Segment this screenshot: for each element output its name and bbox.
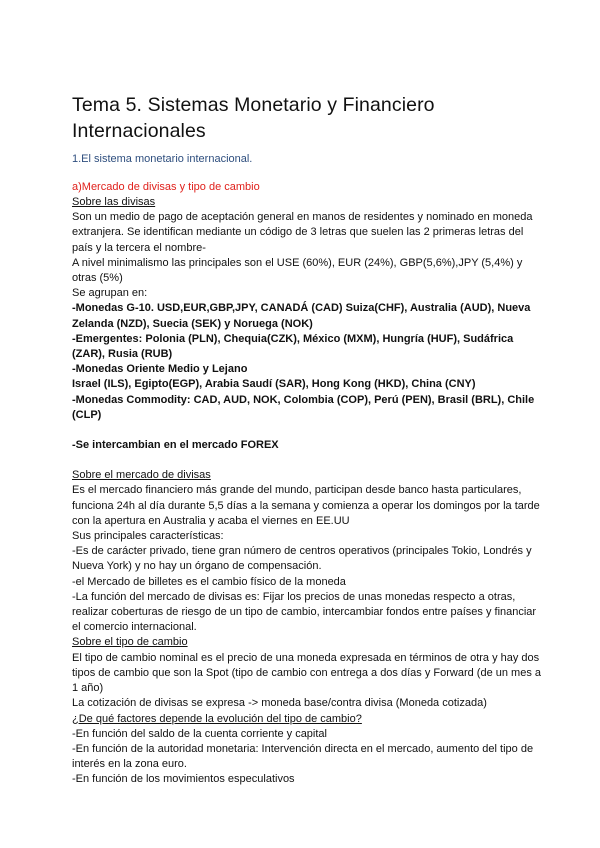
currency-group-emergentes: -Emergentes: Polonia (PLN), Chequia(CZK), México (MXM), Hungría (HUF), Sudáfrica (ZAR), Rusia (RUB) bbox=[72, 332, 514, 361]
mercado-paragraph-2: Sus principales características: bbox=[72, 530, 224, 543]
currency-group-g10: -Monedas G-10. USD,EUR,GBP,JPY, CANADÁ (CAD) Suiza(CHF), Australia (AUD), Nueva Zelanda (NZD), Suecia (SEK) y Noruega (NOK) bbox=[72, 302, 531, 330]
tipo-paragraph-1: El tipo de cambio nominal es el precio de una moneda expresada en términos de otra y hay dos tipos de cambio que son la Spot (tipo de cambio con entrega a dos días y Forward (de un mes a 1 año) bbox=[72, 651, 541, 695]
tipo-paragraph-2: La cotización de divisas se expresa -> moneda base/contra divisa (Moneda cotizada) bbox=[72, 697, 487, 710]
forex-note: -Se intercambian en el mercado FOREX bbox=[72, 439, 279, 452]
divisas-paragraph-3: Se agrupan en: bbox=[72, 287, 148, 300]
tipo-item: -En función del saldo de la cuenta corriente y capital bbox=[72, 727, 327, 740]
page-title: Tema 5. Sistemas Monetario y Financiero Internacionales bbox=[72, 94, 435, 142]
tipo-item: -En función de los movimientos especulativos bbox=[72, 773, 295, 786]
divisas-paragraph-2: A nivel minimalismo las principales son el USE (60%), EUR (24%), GBP(5,6%),JPY (5,4%) y otras (5%) bbox=[72, 256, 523, 285]
document-page bbox=[72, 92, 542, 788]
section-heading-a: a)Mercado de divisas y tipo de cambio bbox=[72, 181, 260, 193]
mercado-heading: Sobre el mercado de divisas bbox=[72, 469, 211, 482]
currency-group-oriente-heading: -Monedas Oriente Medio y Lejano bbox=[72, 363, 248, 376]
tipo-item: -En función de la autoridad monetaria: Intervención directa en el mercado, aumento del tipo de interés en la zona euro. bbox=[72, 742, 534, 771]
tipo-question: ¿De qué factores depende la evolución del tipo de cambio? bbox=[72, 712, 362, 725]
currency-group-commodity: -Monedas Commodity: CAD, AUD, NOK, Colombia (COP), Perú (PEN), Brasil (BRL), Chile (CLP) bbox=[72, 393, 535, 421]
chapter-subtitle: 1.El sistema monetario internacional. bbox=[72, 153, 253, 165]
currency-group-oriente-list: Israel (ILS), Egipto(EGP), Arabia Saudí (SAR), Hong Kong (HKD), China (CNY) bbox=[72, 378, 476, 391]
mercado-item: -Es de carácter privado, tiene gran número de centros operativos (principales Tokio, Londrés y Nueva York) y no hay un órgano de compensación. bbox=[72, 545, 532, 573]
spacer bbox=[72, 423, 542, 438]
divisas-paragraph-1: Son un medio de pago de aceptación general en manos de residentes y nominado en moneda extranjera. Se identifican mediante un código de 3 letras que suelen las 2 primeras letras del país y la tercera el nombre- bbox=[72, 211, 533, 254]
mercado-paragraph-1: Es el mercado financiero más grande del mundo, participan desde banco hasta particulares, funciona 24h al día durante 5,5 días a la semana y comienza a operar los domingos por la tarde con la apertura en Australia y acaba el viernes en EE.UU bbox=[72, 484, 540, 527]
mercado-item: -La función del mercado de divisas es: Fijar los precios de unas monedas respecto a otras, realizar coberturas de riesgo de un tipo de cambio, intercambiar fondos entre países y financiar el comercio internacional. bbox=[72, 590, 537, 634]
divisas-heading: Sobre las divisas bbox=[72, 196, 156, 208]
tipo-heading: Sobre el tipo de cambio bbox=[72, 636, 188, 649]
spacer bbox=[72, 453, 542, 468]
mercado-item: -el Mercado de billetes es el cambio físico de la moneda bbox=[72, 575, 346, 588]
